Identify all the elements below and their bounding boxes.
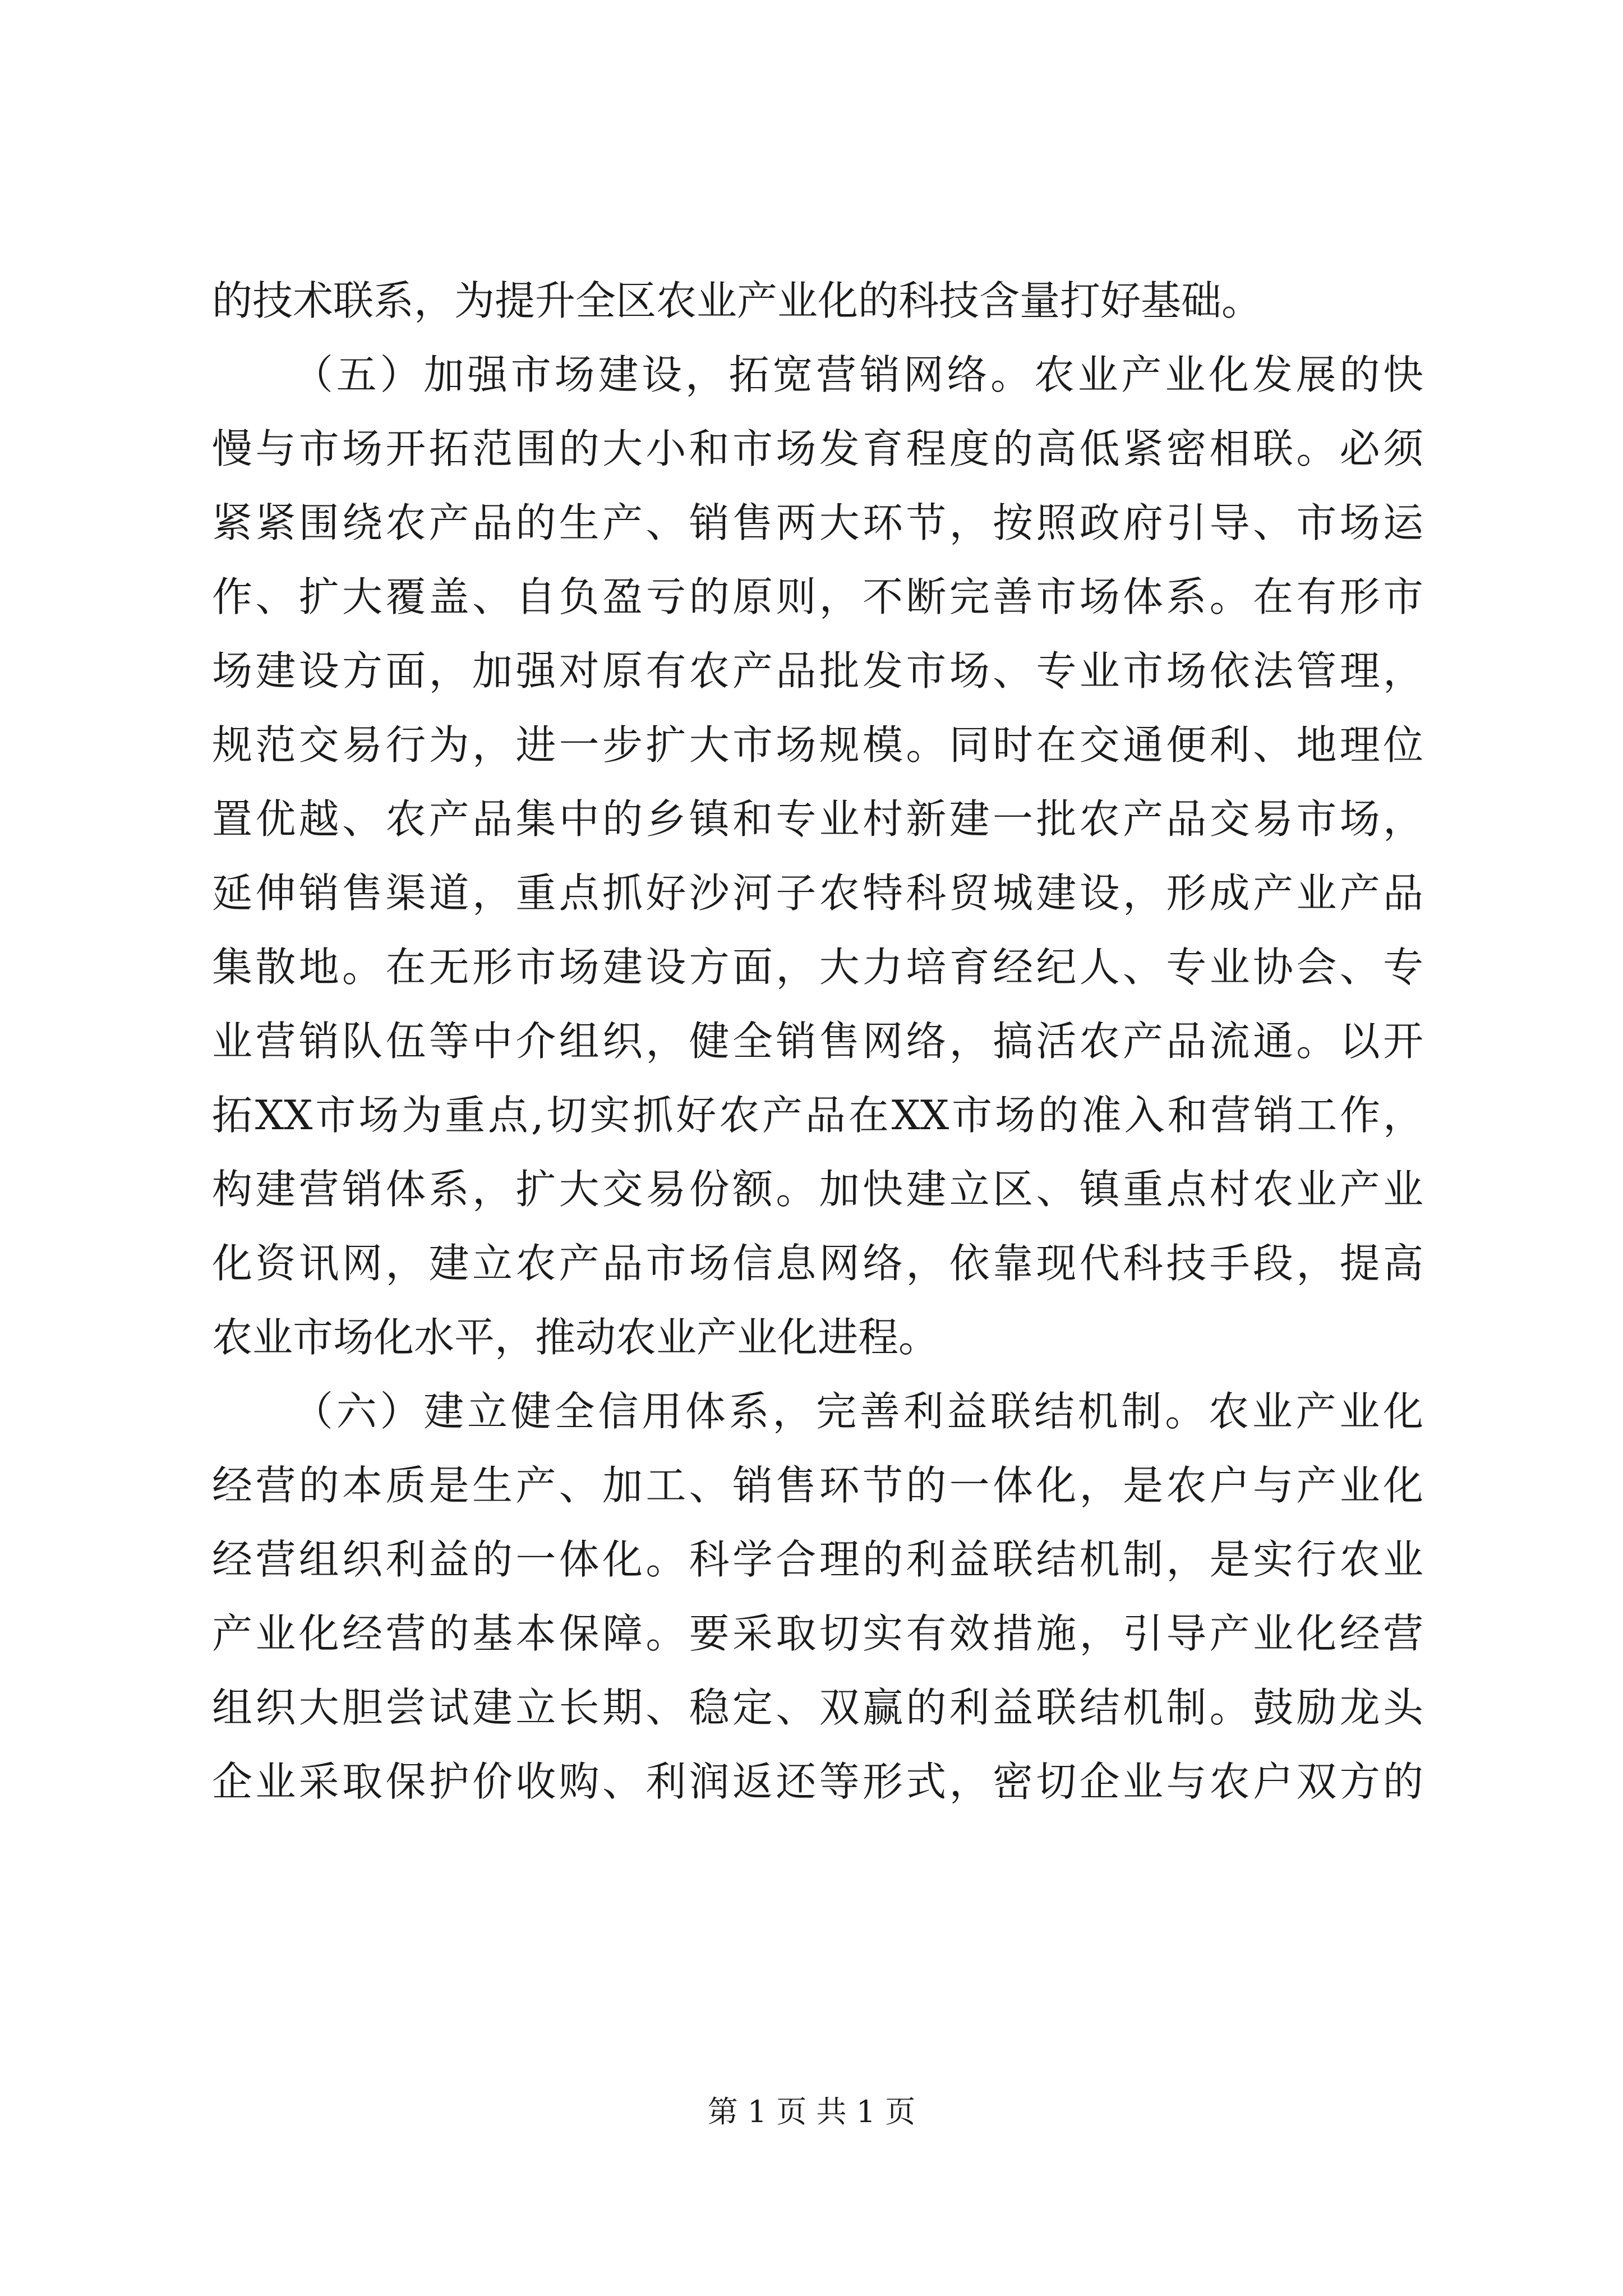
page-number-footer: 第 1 页 共 1 页 [707, 2094, 916, 2129]
text-line: 场建设方面，加强对原有农产品批发市场、专业市场依法管理， [212, 647, 1423, 694]
text-line: 集散地。在无形市场建设方面，大力培育经纪人、专业协会、专 [212, 944, 1423, 991]
text-line: 企业采取保护价收购、利润返还等形式，密切企业与农户双方的 [212, 1758, 1423, 1805]
text-line: 作、扩大覆盖、自负盈亏的原则，不断完善市场体系。在有形市 [212, 573, 1423, 620]
text-line: 经营组织利益的一体化。科学合理的利益联结机制，是实行农业 [212, 1536, 1423, 1583]
text-line: 农业市场化水平，推动农业产业化进程。 [212, 1314, 939, 1361]
text-line: 产业化经营的基本保障。要采取切实有效措施，引导产业化经营 [212, 1610, 1423, 1657]
section-heading-line: （五）加强市场建设，拓宽营销网络。农业产业化发展的快 [293, 351, 1423, 398]
text-line: 组织大胆尝试建立长期、稳定、双赢的利益联结机制。鼓励龙头 [212, 1684, 1423, 1731]
text-line: 慢与市场开拓范围的大小和市场发育程度的高低紧密相联。必须 [212, 425, 1423, 472]
text-line: 的技术联系，为提升全区农业产业化的科技含量打好基础。 [212, 277, 1262, 324]
body-text [212, 264, 1423, 1819]
text-line: 延伸销售渠道，重点抓好沙河子农特科贸城建设，形成产业产品 [212, 869, 1423, 917]
text-line: 规范交易行为，进一步扩大市场规模。同时在交通便利、地理位 [212, 721, 1423, 769]
text-line: 化资讯网，建立农产品市场信息网络，依靠现代科技手段，提高 [212, 1240, 1423, 1287]
text-line: 紧紧围绕农产品的生产、销售两大环节，按照政府引导、市场运 [212, 499, 1423, 546]
text-line: 拓XX市场为重点,切实抓好农产品在XX市场的准入和营销工作， [212, 1092, 1423, 1139]
section-heading-line: （六）建立健全信用体系，完善利益联结机制。农业产业化 [293, 1388, 1423, 1435]
text-line: 置优越、农产品集中的乡镇和专业村新建一批农产品交易市场， [212, 795, 1423, 843]
text-line: 经营的本质是生产、加工、销售环节的一体化，是农户与产业化 [212, 1462, 1423, 1509]
text-line: 业营销队伍等中介组织，健全销售网络，搞活农产品流通。以开 [212, 1018, 1423, 1065]
text-line: 构建营销体系，扩大交易份额。加快建立区、镇重点村农业产业 [212, 1166, 1423, 1213]
